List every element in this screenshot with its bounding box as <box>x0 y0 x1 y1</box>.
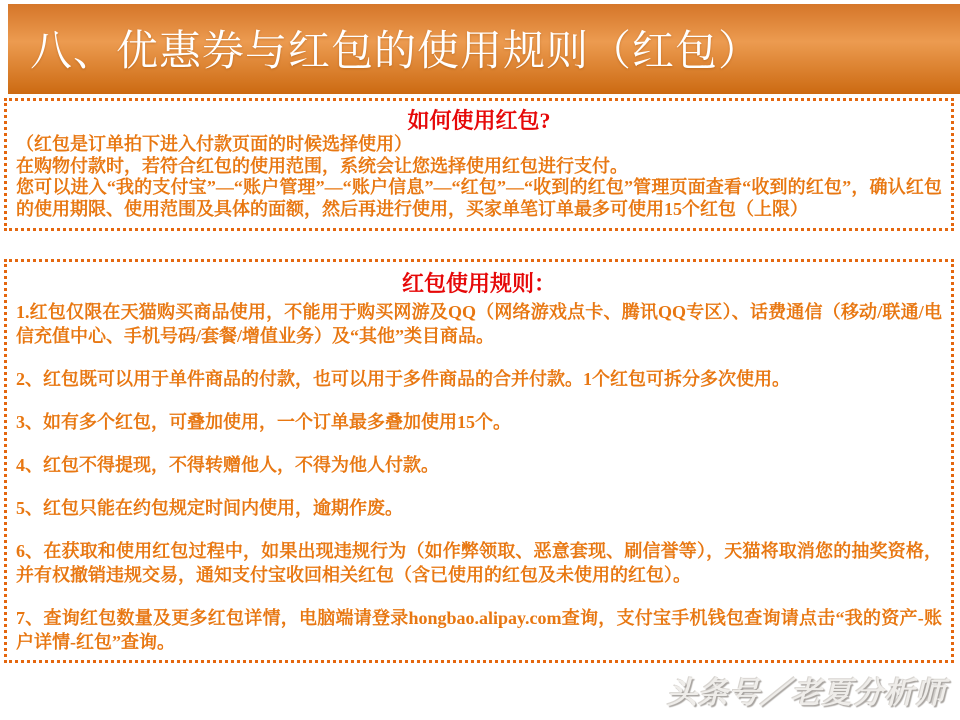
how-to-use-section <box>4 98 954 231</box>
how-to-use-line-1: （红包是订单拍下进入付款页面的时候选择使用） <box>16 134 412 154</box>
slide-title: 八、优惠券与红包的使用规则（红包） <box>30 29 762 75</box>
how-to-use-line-2: 在购物付款时，若符合红包的使用范围，系统会让您选择使用红包进行支付。 <box>16 155 628 176</box>
watermark-author: 头条号／老夏分析师 <box>667 677 946 710</box>
rule-item-6: 6、在获取和使用红包过程中，如果出现违规行为（如作弊领取、恶意套现、刷信誉等），天猫将取消您的抽奖资格，并有权撤销违规交易，通知支付宝收回相关红包（含已使用的红包及未使用的红包）。 <box>16 541 942 585</box>
how-to-use-body <box>16 134 942 220</box>
usage-rules-body <box>16 300 942 654</box>
rule-item-4: 4、红包不得提现，不得转赠他人，不得为他人付款。 <box>16 455 439 475</box>
rule-item-5: 5、红包只能在约包规定时间内使用，逾期作废。 <box>16 498 403 518</box>
usage-rules-section <box>4 259 954 663</box>
how-to-use-line-3: 您可以进入“我的支付宝”—“账户管理”—“账户信息”—“红包”—“收到的红包”管理页面查看“收到的红包”，确认红包的使用期限、使用范围及具体的面额，然后再进行使用，买家单笔订单最多可使用15个红包（上限） <box>16 177 942 219</box>
how-to-use-heading: 如何使用红包? <box>407 108 551 133</box>
rule-item-2: 2、红包既可以用于单件商品的付款，也可以用于多件商品的合并付款。1个红包可拆分多次使用。 <box>16 369 790 389</box>
usage-rules-heading: 红包使用规则： <box>401 271 556 296</box>
rule-item-7: 7、查询红包数量及更多红包详情，电脑端请登录hongbao.alipay.com查询，支付宝手机钱包查询请点击“我的资产-账户详情-红包”查询。 <box>16 608 942 652</box>
slide-title-banner <box>8 4 960 94</box>
rule-item-3: 3、如有多个红包，可叠加使用，一个订单最多叠加使用15个。 <box>16 412 511 432</box>
rule-item-1: 1.红包仅限在天猫购买商品使用，不能用于购买网游及QQ（网络游戏点卡、腾讯QQ专区）、话费通信（移动/联通/电信充值中心、手机号码/套餐/增值业务）及“其他”类目商品。 <box>16 302 942 346</box>
